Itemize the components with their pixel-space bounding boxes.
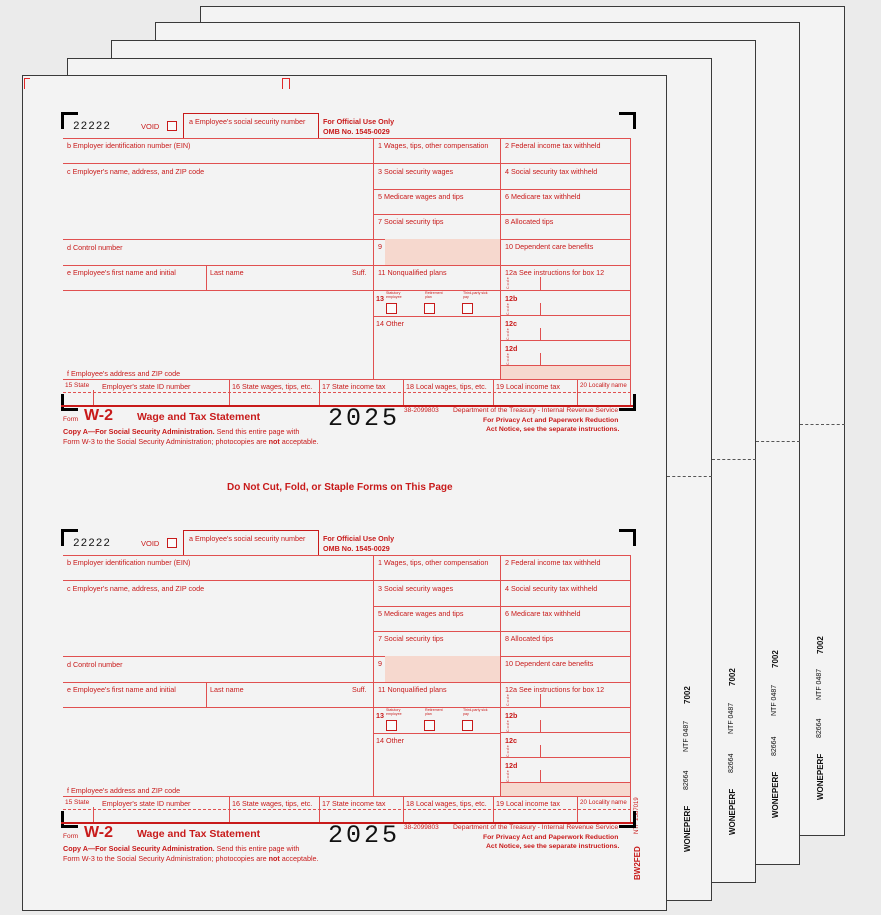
- box-c-label: c Employer's name, address, and ZIP code: [67, 167, 205, 176]
- privacy-notice-line-2: Act Notice, see the separate instructions.: [486, 426, 620, 433]
- box-3-label: 3 Social security wages: [378, 584, 454, 593]
- box-9-label: 9: [378, 659, 382, 668]
- box-e-first-name-label: e Employee's first name and initial: [67, 685, 176, 694]
- form-rule-line: [500, 732, 631, 733]
- official-use-label: For Official Use Only: [323, 534, 395, 543]
- box-14-label: 14 Other: [376, 736, 404, 745]
- box-12d-code-label: C o d e: [506, 353, 510, 365]
- perforation-line: [756, 441, 800, 442]
- privacy-notice-line-1: For Privacy Act and Paperwork Reduction: [483, 417, 619, 424]
- form-rule-line: [63, 163, 631, 164]
- tax-year: 2025: [328, 821, 401, 850]
- box-f-label: f Employee's address and ZIP code: [67, 786, 181, 795]
- form-rule-line: [63, 682, 631, 683]
- form-rule-line: [373, 606, 631, 607]
- box-e-last-name-label: Last name: [210, 685, 244, 694]
- third-party-sick-pay-checkbox[interactable]: [462, 303, 473, 314]
- box-15-state-id-label: Employer's state ID number: [102, 382, 191, 391]
- box-e-suffix-label: Suff.: [352, 685, 367, 694]
- box-3-label: 3 Social security wages: [378, 167, 454, 176]
- form-rule-line: [373, 290, 631, 291]
- copy-a-line-2: [63, 855, 319, 862]
- perforation-line: [667, 476, 712, 477]
- copy-a-line-2a: Form W-3 to the Social Security Administration; photocopies are: [63, 854, 269, 863]
- box-13-statutory-label: Statutory employee: [386, 708, 402, 716]
- statutory-employee-checkbox[interactable]: [386, 720, 397, 731]
- box-10-label: 10 Dependent care benefits: [505, 242, 594, 251]
- form-grid: [63, 138, 631, 406]
- form-rule-line: [500, 757, 631, 758]
- form-rule-line: [63, 555, 631, 556]
- box-13-sick-pay-label: Third-party sick pay: [463, 291, 488, 299]
- registration-mark: [24, 78, 30, 89]
- omb-number: OMB No. 1545-0029: [323, 544, 390, 553]
- box-d-label: d Control number: [67, 243, 123, 252]
- box-13-statutory-label: Statutory employee: [386, 291, 402, 299]
- form-rule-line: [63, 707, 373, 708]
- box-14-label: 14 Other: [376, 319, 404, 328]
- box-12b-label: 12b: [505, 294, 518, 303]
- box-6-label: 6 Medicare tax withheld: [505, 609, 581, 618]
- box-12a-code-label: C o d e: [506, 694, 510, 706]
- box-20-label: 20 Locality name: [580, 799, 627, 806]
- copy-a-line-1: [63, 845, 299, 852]
- corner-mark: [61, 529, 78, 546]
- box-12-shaded: [501, 783, 630, 796]
- form-name: W-2: [84, 824, 114, 841]
- corner-mark: [61, 394, 78, 411]
- box-15-label: 15 State: [65, 382, 90, 389]
- corner-mark: [619, 112, 636, 129]
- box-13-label: 13: [376, 711, 384, 720]
- copy-a-line-2: [63, 438, 319, 445]
- box-1-label: 1 Wages, tips, other compensation: [378, 141, 489, 150]
- form-word: Form: [63, 416, 79, 423]
- copy-a-bold: Copy A—For Social Security Administration.: [63, 427, 215, 436]
- form-rule-line: [63, 265, 631, 266]
- form-rule-line: [500, 138, 501, 379]
- registration-mark: [282, 78, 290, 89]
- box-20-label: 20 Locality name: [580, 382, 627, 389]
- catalog-number: 38-2099803: [404, 824, 439, 831]
- catalog-number: 38-2099803: [404, 407, 439, 414]
- copy-a-line-2b: acceptable.: [279, 854, 319, 863]
- box-13-retirement-label: Retirement plan: [425, 708, 443, 716]
- box-12-shaded: [501, 366, 630, 379]
- box-12b-code-label: C o d e: [506, 303, 510, 315]
- box-15-state-id-label: Employer's state ID number: [102, 799, 191, 808]
- form-word: Form: [63, 833, 79, 840]
- box-16-label: 16 State wages, tips, etc.: [232, 382, 313, 391]
- box-e-suffix-label: Suff.: [352, 268, 367, 277]
- box-12d-label: 12d: [505, 761, 518, 770]
- form-rule-line: [540, 303, 541, 316]
- box-11-label: 11 Nonqualified plans: [378, 268, 447, 277]
- corner-mark: [619, 811, 636, 828]
- corner-mark: [61, 112, 78, 129]
- box-12a-label: 12a See instructions for box 12: [505, 685, 605, 694]
- w2-form-lower: [63, 530, 631, 863]
- copy-a-rest: Send this entire page with: [214, 844, 300, 853]
- box-a-label: a Employee's social security number: [189, 534, 306, 543]
- box-17-label: 17 State income tax: [322, 799, 386, 808]
- box-b-label: b Employer identification number (EIN): [67, 558, 191, 567]
- box-d-label: d Control number: [67, 660, 123, 669]
- box-8-label: 8 Allocated tips: [505, 217, 554, 226]
- box-11-label: 11 Nonqualified plans: [378, 685, 447, 694]
- box-7-label: 7 Social security tips: [378, 634, 444, 643]
- form-rule-line: [63, 138, 631, 139]
- box-5-label: 5 Medicare wages and tips: [378, 609, 464, 618]
- box-12a-label: 12a See instructions for box 12: [505, 268, 605, 277]
- box-1-label: 1 Wages, tips, other compensation: [378, 558, 489, 567]
- box-18-label: 18 Local wages, tips, etc.: [406, 799, 487, 808]
- box-17-label: 17 State income tax: [322, 382, 386, 391]
- box-12d-label: 12d: [505, 344, 518, 353]
- form-dashed-line: [63, 809, 631, 810]
- box-e-last-name-label: Last name: [210, 268, 244, 277]
- corner-mark: [619, 394, 636, 411]
- form-rule-line: [540, 694, 541, 707]
- perforation-line: [800, 424, 845, 425]
- copy-a-bold: Copy A—For Social Security Administration.: [63, 844, 215, 853]
- box-12a-code-label: C o d e: [506, 277, 510, 289]
- form-rule-line: [373, 138, 374, 379]
- privacy-notice-line-1: For Privacy Act and Paperwork Reduction: [483, 834, 619, 841]
- box-a-label: a Employee's social security number: [189, 117, 306, 126]
- box-2-label: 2 Federal income tax withheld: [505, 558, 601, 567]
- form-rule-line: [500, 555, 501, 796]
- box-7-label: 7 Social security tips: [378, 217, 444, 226]
- statutory-employee-checkbox[interactable]: [386, 303, 397, 314]
- void-checkbox[interactable]: [167, 538, 177, 548]
- perforation-line: [712, 459, 756, 460]
- form-rule-line: [63, 580, 631, 581]
- void-label: VOID: [141, 122, 160, 131]
- box-12c-code-label: C o d e: [506, 745, 510, 757]
- box-10-label: 10 Dependent care benefits: [505, 659, 594, 668]
- box-4-label: 4 Social security tax withheld: [505, 167, 598, 176]
- form-rule-line: [63, 379, 631, 380]
- box-9-shaded: [385, 656, 500, 682]
- box-e-first-name-label: e Employee's first name and initial: [67, 268, 176, 277]
- official-use-label: For Official Use Only: [323, 117, 395, 126]
- form-rule-line: [373, 733, 500, 734]
- form-rule-line: [630, 555, 631, 823]
- box-6-label: 6 Medicare tax withheld: [505, 192, 581, 201]
- side-ntf: NTF 2587019: [634, 797, 640, 834]
- box-19-label: 19 Local income tax: [496, 799, 560, 808]
- form-rule-line: [63, 656, 631, 657]
- box-15-label: 15 State: [65, 799, 90, 806]
- third-party-sick-pay-checkbox[interactable]: [462, 720, 473, 731]
- retirement-plan-checkbox[interactable]: [424, 303, 435, 314]
- form-rule-line: [373, 214, 631, 215]
- form-title: Wage and Tax Statement: [137, 828, 261, 840]
- box-2-label: 2 Federal income tax withheld: [505, 141, 601, 150]
- form-rule-line: [540, 745, 541, 757]
- form-rule-line: [206, 682, 207, 707]
- void-label: VOID: [141, 539, 160, 548]
- box-18-label: 18 Local wages, tips, etc.: [406, 382, 487, 391]
- box-12c-code-label: C o d e: [506, 328, 510, 340]
- privacy-notice-line-2: Act Notice, see the separate instructions.: [486, 843, 620, 850]
- w2-form-upper: [63, 113, 631, 446]
- copy-a-not: not: [268, 437, 280, 446]
- copy-a-not: not: [268, 854, 280, 863]
- form-grid: [63, 555, 631, 823]
- box-a-ssn[interactable]: [183, 113, 319, 139]
- box-12b-code-label: C o d e: [506, 720, 510, 732]
- box-f-label: f Employee's address and ZIP code: [67, 369, 181, 378]
- box-4-label: 4 Social security tax withheld: [505, 584, 598, 593]
- copy-a-line-2b: acceptable.: [279, 437, 319, 446]
- treasury-department: Department of the Treasury - Internal Revenue Service: [453, 407, 619, 414]
- box-16-label: 16 State wages, tips, etc.: [232, 799, 313, 808]
- do-not-cut-warning: Do Not Cut, Fold, or Staple Forms on This Page: [227, 482, 453, 493]
- form-rule-line: [540, 277, 541, 290]
- box-12c-label: 12c: [505, 736, 517, 745]
- form-header: [63, 113, 631, 139]
- box-9-shaded: [385, 239, 500, 265]
- tax-year: 2025: [328, 404, 401, 433]
- side-code: BW2FED: [633, 846, 642, 880]
- box-9-label: 9: [378, 242, 382, 251]
- form-code: 22222: [73, 538, 112, 550]
- form-rule-line: [500, 340, 631, 341]
- corner-mark: [61, 811, 78, 828]
- form-rule-line: [540, 720, 541, 733]
- form-rule-line: [63, 290, 373, 291]
- copy-a-line-1: [63, 428, 299, 435]
- form-rule-line: [373, 631, 631, 632]
- box-5-label: 5 Medicare wages and tips: [378, 192, 464, 201]
- form-rule-line: [63, 796, 631, 797]
- box-c-label: c Employer's name, address, and ZIP code: [67, 584, 205, 593]
- form-rule-line: [206, 265, 207, 290]
- box-b-label: b Employer identification number (EIN): [67, 141, 191, 150]
- form-rule-line: [373, 316, 500, 317]
- box-a-ssn[interactable]: [183, 530, 319, 556]
- box-19-label: 19 Local income tax: [496, 382, 560, 391]
- box-8-label: 8 Allocated tips: [505, 634, 554, 643]
- void-checkbox[interactable]: [167, 121, 177, 131]
- copy-a-line-2a: Form W-3 to the Social Security Administration; photocopies are: [63, 437, 269, 446]
- treasury-department: Department of the Treasury - Internal Revenue Service: [453, 824, 619, 831]
- form-dashed-line: [63, 392, 631, 393]
- box-13-retirement-label: Retirement plan: [425, 291, 443, 299]
- form-rule-line: [373, 189, 631, 190]
- box-12b-label: 12b: [505, 711, 518, 720]
- form-title: Wage and Tax Statement: [137, 411, 261, 423]
- form-rule-line: [500, 315, 631, 316]
- box-12d-code-label: C o d e: [506, 770, 510, 782]
- form-rule-line: [63, 239, 631, 240]
- box-13-sick-pay-label: Third-party sick pay: [463, 708, 488, 716]
- box-12c-label: 12c: [505, 319, 517, 328]
- form-header: [63, 530, 631, 556]
- omb-number: OMB No. 1545-0029: [323, 127, 390, 136]
- form-rule-line: [630, 138, 631, 406]
- form-rule-line: [540, 770, 541, 782]
- retirement-plan-checkbox[interactable]: [424, 720, 435, 731]
- form-rule-line: [540, 328, 541, 340]
- corner-mark: [619, 529, 636, 546]
- form-name: W-2: [84, 407, 114, 424]
- copy-a-rest: Send this entire page with: [214, 427, 300, 436]
- form-code: 22222: [73, 121, 112, 133]
- form-rule-line: [373, 707, 631, 708]
- form-rule-line: [540, 353, 541, 365]
- box-13-label: 13: [376, 294, 384, 303]
- form-rule-line: [373, 555, 374, 796]
